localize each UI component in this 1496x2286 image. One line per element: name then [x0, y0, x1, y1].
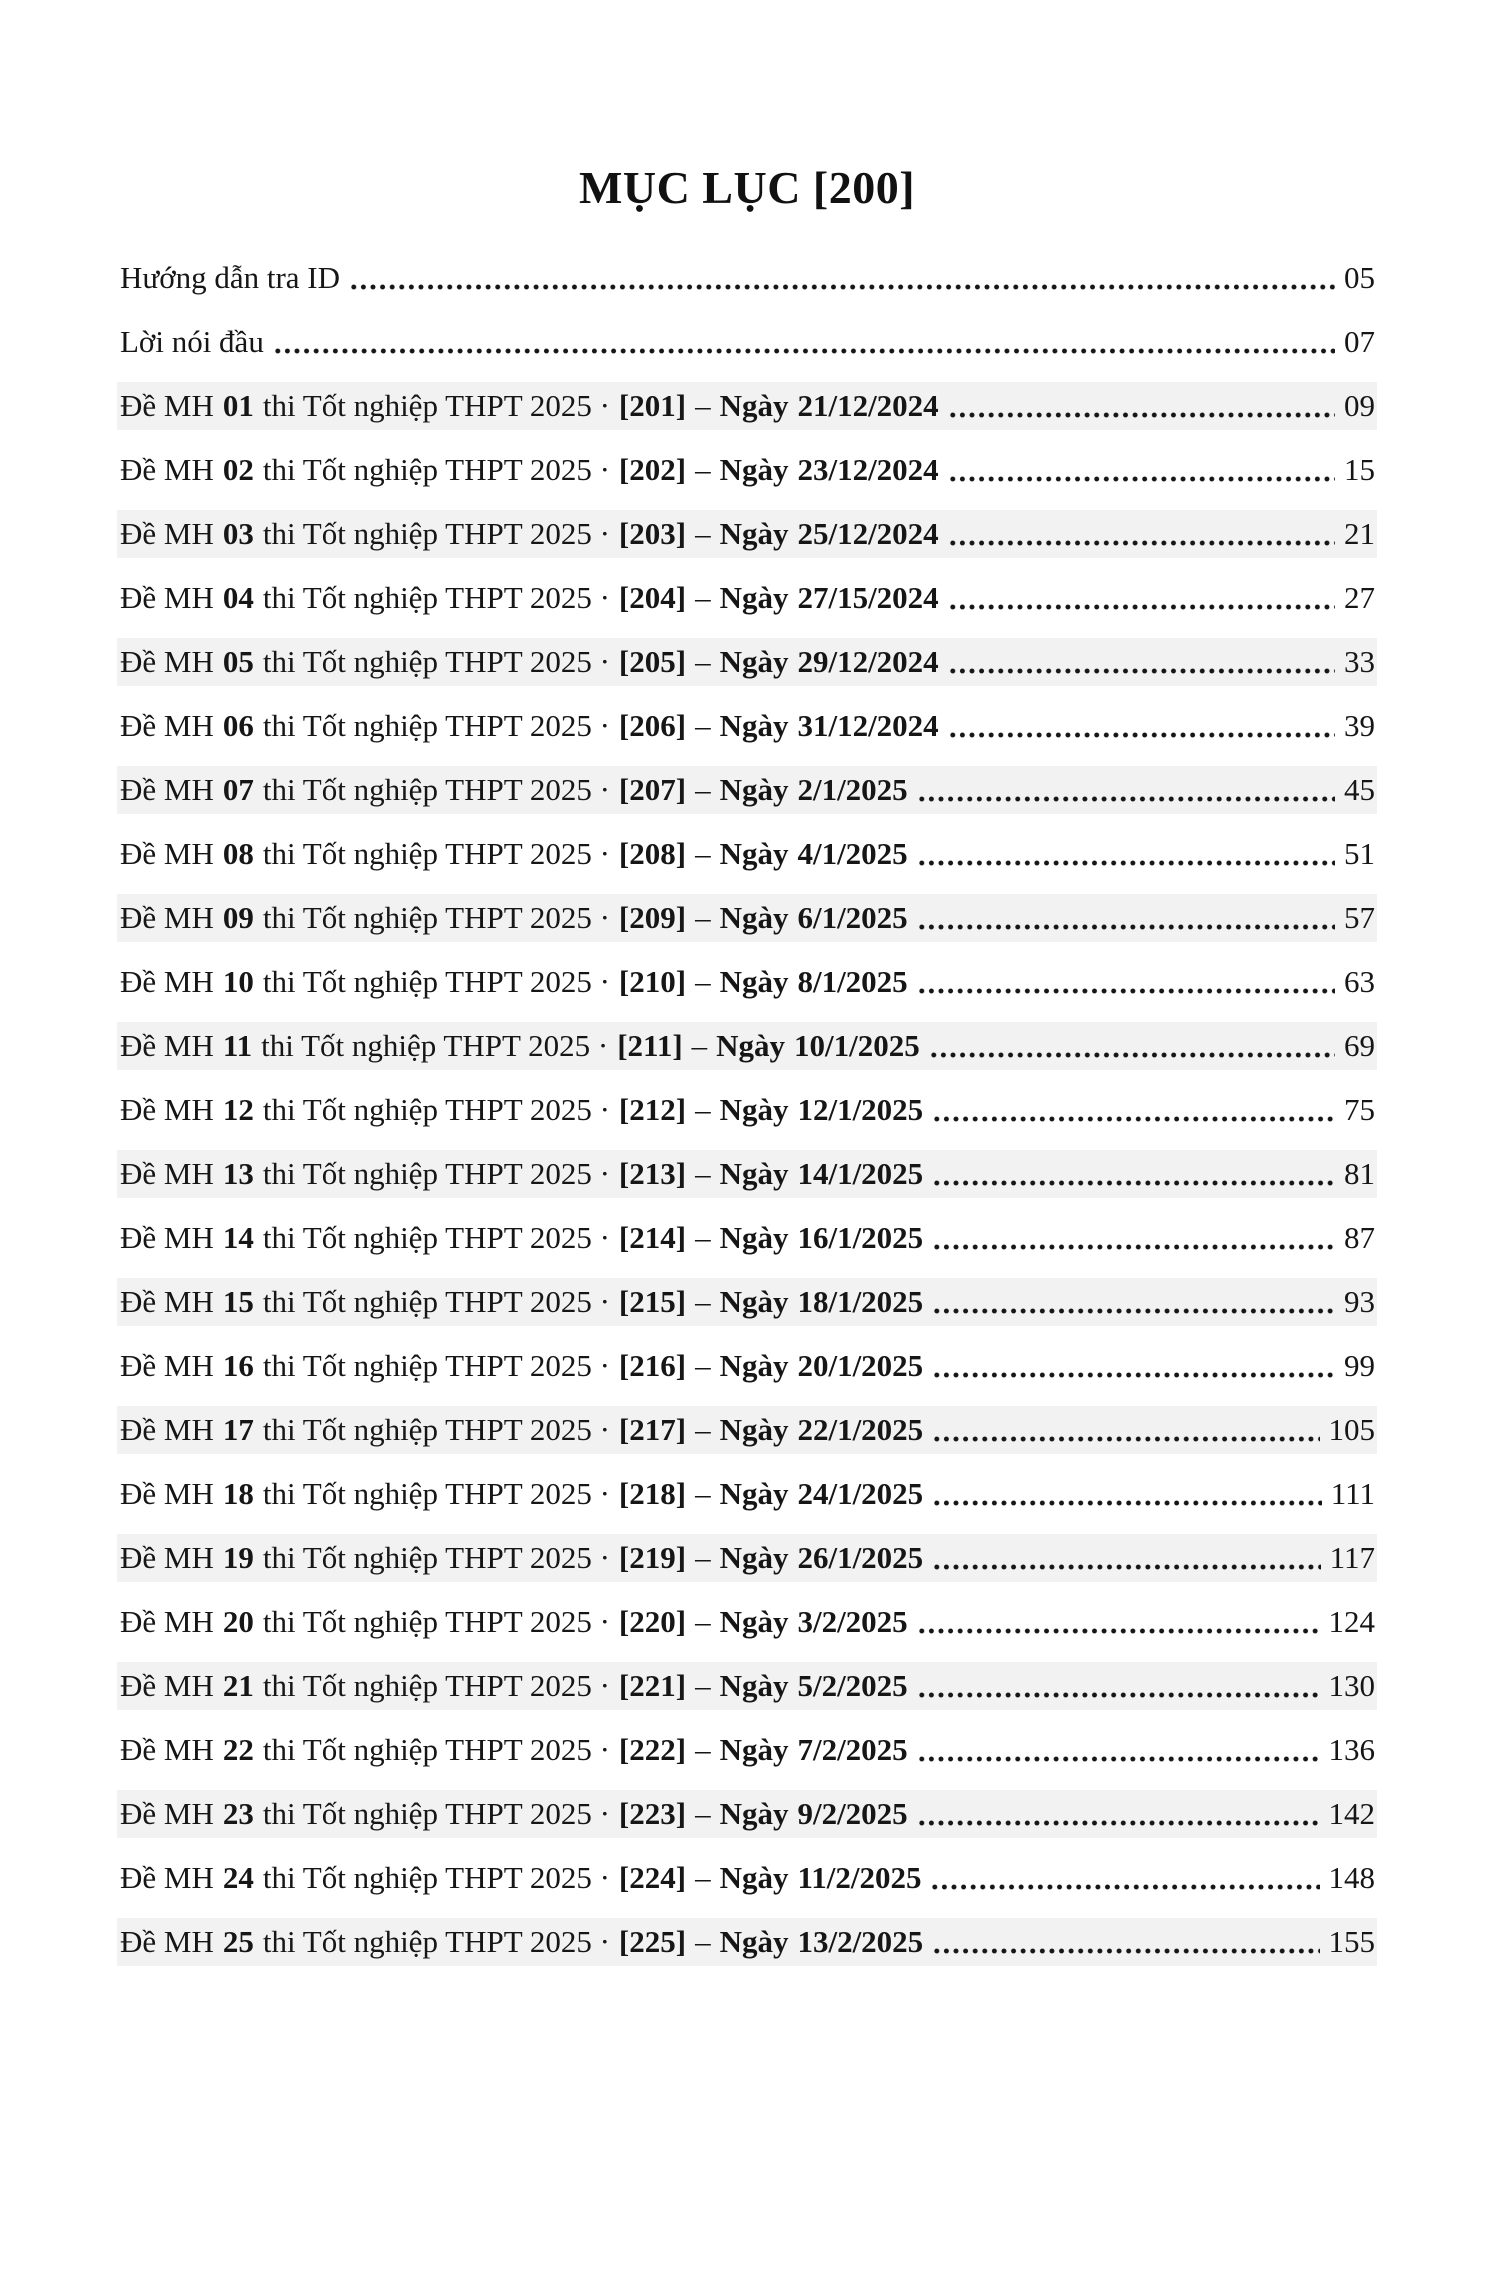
exam-number: 23: [222, 1796, 254, 1831]
exam-number: 10: [222, 964, 254, 999]
exam-code: [218]: [618, 1476, 687, 1511]
exam-date-label: Ngày: [719, 1092, 789, 1127]
toc-entry: [117, 702, 1377, 750]
exam-date-label: Ngày: [719, 644, 789, 679]
exam-date-label: Ngày: [719, 1732, 789, 1767]
exam-mid: thi Tốt nghiệp THPT 2025 ·: [262, 900, 610, 935]
exam-code: [225]: [618, 1924, 687, 1959]
dot-leader: [917, 830, 1335, 878]
toc-entry-page: 99: [1344, 1348, 1375, 1383]
exam-date-label: Ngày: [719, 772, 789, 807]
toc-entry-page: 136: [1328, 1732, 1375, 1767]
exam-number: 24: [222, 1860, 254, 1895]
exam-prefix: Đề MH: [120, 1540, 214, 1575]
toc-entry: [117, 1534, 1377, 1582]
exam-mid: thi Tốt nghiệp THPT 2025 ·: [262, 1092, 610, 1127]
exam-dash: –: [695, 580, 711, 615]
exam-code: [222]: [618, 1732, 687, 1767]
exam-number: 09: [222, 900, 254, 935]
exam-dash: –: [695, 516, 711, 551]
exam-mid: thi Tốt nghiệp THPT 2025 ·: [262, 388, 610, 423]
exam-mid: thi Tốt nghiệp THPT 2025 ·: [262, 644, 610, 679]
exam-dash: –: [695, 1860, 711, 1895]
exam-date-label: Ngày: [719, 1348, 789, 1383]
toc-entry-page: 05: [1344, 260, 1375, 295]
exam-code: [201]: [618, 388, 687, 423]
exam-number: 16: [222, 1348, 254, 1383]
exam-prefix: Đề MH: [120, 1284, 214, 1319]
toc-entry-page: 142: [1328, 1796, 1375, 1831]
dot-leader: [349, 254, 1335, 302]
exam-mid: thi Tốt nghiệp THPT 2025 ·: [262, 1348, 610, 1383]
exam-date-label: Ngày: [719, 1924, 789, 1959]
exam-date: 27/15/2024: [797, 580, 939, 615]
exam-prefix: Đề MH: [120, 708, 214, 743]
exam-dash: –: [695, 1668, 711, 1703]
exam-code: [214]: [618, 1220, 687, 1255]
toc-entry: [117, 766, 1377, 814]
exam-prefix: Đề MH: [120, 1348, 214, 1383]
exam-number: 25: [222, 1924, 254, 1959]
exam-code: [220]: [618, 1604, 687, 1639]
toc-entry-page: 81: [1344, 1156, 1375, 1191]
dot-leader: [932, 1342, 1335, 1390]
exam-date-label: Ngày: [719, 1412, 789, 1447]
exam-dash: –: [695, 1604, 711, 1639]
exam-number: 05: [222, 644, 254, 679]
toc-entry-page: 07: [1344, 324, 1375, 359]
exam-code: [223]: [618, 1796, 687, 1831]
dot-leader: [932, 1406, 1319, 1454]
exam-date: 14/1/2025: [797, 1156, 924, 1191]
exam-date: 21/12/2024: [797, 388, 939, 423]
exam-date: 20/1/2025: [797, 1348, 924, 1383]
exam-date-label: Ngày: [719, 708, 789, 743]
exam-prefix: Đề MH: [120, 1860, 214, 1895]
toc-entry-page: 155: [1328, 1924, 1375, 1959]
exam-prefix: Đề MH: [120, 644, 214, 679]
exam-dash: –: [695, 900, 711, 935]
exam-code: [202]: [618, 452, 687, 487]
exam-number: 06: [222, 708, 254, 743]
exam-mid: thi Tốt nghiệp THPT 2025 ·: [262, 1924, 610, 1959]
exam-dash: –: [695, 1220, 711, 1255]
exam-mid: thi Tốt nghiệp THPT 2025 ·: [262, 836, 610, 871]
exam-dash: –: [695, 1732, 711, 1767]
exam-mid: thi Tốt nghiệp THPT 2025 ·: [262, 708, 610, 743]
exam-mid: thi Tốt nghiệp THPT 2025 ·: [262, 1732, 610, 1767]
toc-entry: [117, 1790, 1377, 1838]
exam-prefix: Đề MH: [120, 836, 214, 871]
exam-prefix: Đề MH: [120, 1668, 214, 1703]
exam-code: [219]: [618, 1540, 687, 1575]
exam-mid: thi Tốt nghiệp THPT 2025 ·: [262, 1476, 610, 1511]
exam-date: 5/2/2025: [797, 1668, 908, 1703]
exam-prefix: Đề MH: [120, 1732, 214, 1767]
toc-entry: [117, 510, 1377, 558]
toc-entry-page: 27: [1344, 580, 1375, 615]
exam-dash: –: [695, 1796, 711, 1831]
page-title: MỤC LỤC [200]: [578, 162, 916, 213]
dot-leader: [917, 766, 1335, 814]
exam-mid: thi Tốt nghiệp THPT 2025 ·: [262, 1604, 610, 1639]
exam-dash: –: [695, 644, 711, 679]
exam-prefix: Đề MH: [120, 1476, 214, 1511]
exam-mid: thi Tốt nghiệp THPT 2025 ·: [262, 580, 610, 615]
toc-entry-label: Lời nói đầu: [120, 324, 264, 359]
exam-date-label: Ngày: [719, 452, 789, 487]
exam-mid: thi Tốt nghiệp THPT 2025 ·: [261, 1028, 609, 1063]
exam-prefix: Đề MH: [120, 964, 214, 999]
exam-mid: thi Tốt nghiệp THPT 2025 ·: [262, 516, 610, 551]
toc-entry-page: 15: [1344, 452, 1375, 487]
dot-leader: [917, 958, 1335, 1006]
exam-date-label: Ngày: [719, 1860, 789, 1895]
toc-entry-page: 09: [1344, 388, 1375, 423]
toc-entry: [117, 1214, 1377, 1262]
exam-mid: thi Tốt nghiệp THPT 2025 ·: [262, 964, 610, 999]
exam-mid: thi Tốt nghiệp THPT 2025 ·: [262, 772, 610, 807]
toc-entry-page: 105: [1328, 1412, 1375, 1447]
exam-code: [208]: [618, 836, 687, 871]
exam-date: 3/2/2025: [797, 1604, 908, 1639]
toc-entry-page: 148: [1328, 1860, 1375, 1895]
exam-date: 29/12/2024: [797, 644, 939, 679]
exam-date: 2/1/2025: [797, 772, 908, 807]
exam-date-label: Ngày: [719, 1220, 789, 1255]
exam-date-label: Ngày: [716, 1028, 786, 1063]
exam-date: 16/1/2025: [797, 1220, 924, 1255]
dot-leader: [932, 1086, 1335, 1134]
exam-date: 24/1/2025: [797, 1476, 924, 1511]
exam-date: 23/12/2024: [797, 452, 939, 487]
exam-dash: –: [691, 1028, 708, 1063]
toc-entry: [117, 1918, 1377, 1966]
toc-entry: [117, 1662, 1377, 1710]
toc-entry-page: 117: [1329, 1540, 1375, 1575]
exam-date: 8/1/2025: [797, 964, 908, 999]
toc-entry: [117, 1342, 1377, 1390]
dot-leader: [932, 1534, 1320, 1582]
exam-number: 21: [222, 1668, 254, 1703]
exam-date: 31/12/2024: [797, 708, 939, 743]
exam-prefix: Đề MH: [120, 772, 214, 807]
exam-mid: thi Tốt nghiệp THPT 2025 ·: [262, 1796, 610, 1831]
exam-dash: –: [695, 1348, 711, 1383]
exam-dash: –: [695, 452, 711, 487]
toc-entry-page: 130: [1328, 1668, 1375, 1703]
exam-code: [224]: [618, 1860, 687, 1895]
exam-prefix: Đề MH: [120, 1924, 214, 1959]
exam-number: 20: [222, 1604, 254, 1639]
exam-code: [207]: [618, 772, 687, 807]
exam-dash: –: [695, 1540, 711, 1575]
exam-number: 12: [222, 1092, 254, 1127]
exam-dash: –: [695, 1092, 711, 1127]
exam-date-label: Ngày: [719, 1476, 789, 1511]
exam-date-label: Ngày: [719, 1796, 789, 1831]
exam-number: 15: [222, 1284, 254, 1319]
dot-leader: [917, 1726, 1320, 1774]
toc-entry: [117, 1854, 1377, 1902]
dot-leader: [948, 574, 1335, 622]
exam-dash: –: [695, 836, 711, 871]
toc-entry: [117, 638, 1377, 686]
toc-entry: [117, 254, 1377, 302]
exam-date: 22/1/2025: [797, 1412, 924, 1447]
exam-number: 17: [222, 1412, 254, 1447]
exam-code: [206]: [618, 708, 687, 743]
exam-date-label: Ngày: [719, 580, 789, 615]
exam-date: 11/2/2025: [797, 1860, 922, 1895]
exam-number: 22: [222, 1732, 254, 1767]
exam-date-label: Ngày: [719, 900, 789, 935]
exam-dash: –: [695, 772, 711, 807]
exam-prefix: Đề MH: [120, 1028, 214, 1063]
dot-leader: [273, 318, 1335, 366]
toc-entry-page: 87: [1344, 1220, 1375, 1255]
toc-entry-page: 21: [1344, 516, 1375, 551]
exam-dash: –: [695, 964, 711, 999]
exam-dash: –: [695, 1412, 711, 1447]
toc-list: [117, 254, 1377, 1982]
exam-number: 01: [222, 388, 254, 423]
exam-date-label: Ngày: [719, 964, 789, 999]
exam-mid: thi Tốt nghiệp THPT 2025 ·: [262, 1540, 610, 1575]
exam-prefix: Đề MH: [120, 516, 214, 551]
exam-code: [204]: [618, 580, 687, 615]
toc-entry: [117, 958, 1377, 1006]
exam-code: [205]: [618, 644, 687, 679]
exam-prefix: Đề MH: [120, 388, 214, 423]
toc-entry-page: 63: [1344, 964, 1375, 999]
document-page: [0, 160, 1496, 2286]
toc-entry: [117, 446, 1377, 494]
exam-prefix: Đề MH: [120, 1412, 214, 1447]
exam-dash: –: [695, 388, 711, 423]
exam-number: 08: [222, 836, 254, 871]
toc-entry-page: 69: [1344, 1028, 1375, 1063]
dot-leader: [917, 1790, 1320, 1838]
exam-dash: –: [695, 1476, 711, 1511]
exam-date-label: Ngày: [719, 388, 789, 423]
exam-prefix: Đề MH: [120, 580, 214, 615]
dot-leader: [932, 1214, 1335, 1262]
exam-date: 18/1/2025: [797, 1284, 924, 1319]
exam-date-label: Ngày: [719, 516, 789, 551]
dot-leader: [932, 1150, 1335, 1198]
exam-date: 6/1/2025: [797, 900, 908, 935]
exam-dash: –: [695, 708, 711, 743]
exam-date: 12/1/2025: [797, 1092, 924, 1127]
exam-date-label: Ngày: [719, 1540, 789, 1575]
exam-date-label: Ngày: [719, 1604, 789, 1639]
exam-prefix: Đề MH: [120, 1220, 214, 1255]
exam-date: 4/1/2025: [797, 836, 908, 871]
exam-date-label: Ngày: [719, 836, 789, 871]
exam-date-label: Ngày: [719, 1668, 789, 1703]
toc-entry: [117, 318, 1377, 366]
exam-prefix: Đề MH: [120, 452, 214, 487]
exam-prefix: Đề MH: [120, 1604, 214, 1639]
toc-entry: [117, 1406, 1377, 1454]
exam-mid: thi Tốt nghiệp THPT 2025 ·: [262, 1668, 610, 1703]
toc-entry: [117, 894, 1377, 942]
exam-code: [209]: [618, 900, 687, 935]
exam-code: [213]: [618, 1156, 687, 1191]
exam-code: [217]: [618, 1412, 687, 1447]
exam-mid: thi Tốt nghiệp THPT 2025 ·: [262, 1220, 610, 1255]
toc-entry-page: 45: [1344, 772, 1375, 807]
toc-entry: [117, 1150, 1377, 1198]
toc-entry: [117, 1470, 1377, 1518]
exam-code: [212]: [618, 1092, 687, 1127]
toc-entry: [117, 1278, 1377, 1326]
exam-number: 13: [222, 1156, 254, 1191]
exam-code: [211]: [617, 1028, 683, 1063]
exam-number: 14: [222, 1220, 254, 1255]
toc-entry-page: 51: [1344, 836, 1375, 871]
exam-date-label: Ngày: [719, 1156, 789, 1191]
exam-number: 11: [222, 1028, 253, 1063]
toc-entry-page: 57: [1344, 900, 1375, 935]
dot-leader: [948, 446, 1335, 494]
exam-number: 03: [222, 516, 254, 551]
dot-leader: [948, 382, 1335, 430]
exam-mid: thi Tốt nghiệp THPT 2025 ·: [262, 1860, 610, 1895]
exam-number: 07: [222, 772, 254, 807]
dot-leader: [932, 1918, 1319, 1966]
dot-leader: [948, 702, 1335, 750]
exam-number: 02: [222, 452, 254, 487]
exam-prefix: Đề MH: [120, 1156, 214, 1191]
exam-code: [216]: [618, 1348, 687, 1383]
exam-mid: thi Tốt nghiệp THPT 2025 ·: [262, 1156, 610, 1191]
exam-number: 18: [222, 1476, 254, 1511]
exam-date: 7/2/2025: [797, 1732, 908, 1767]
dot-leader: [948, 638, 1335, 686]
exam-code: [210]: [618, 964, 687, 999]
exam-code: [203]: [618, 516, 687, 551]
toc-entry: [117, 1726, 1377, 1774]
dot-leader: [917, 1598, 1320, 1646]
exam-date: 13/2/2025: [797, 1924, 924, 1959]
exam-date: 9/2/2025: [797, 1796, 908, 1831]
toc-entry-page: 111: [1330, 1476, 1375, 1511]
toc-entry-page: 124: [1328, 1604, 1375, 1639]
toc-entry: [117, 1022, 1377, 1070]
exam-mid: thi Tốt nghiệp THPT 2025 ·: [262, 452, 610, 487]
exam-date: 26/1/2025: [797, 1540, 924, 1575]
toc-entry-page: 33: [1344, 644, 1375, 679]
dot-leader: [930, 1854, 1319, 1902]
exam-code: [215]: [618, 1284, 687, 1319]
exam-date: 10/1/2025: [794, 1028, 920, 1063]
dot-leader: [929, 1022, 1335, 1070]
toc-entry: [117, 574, 1377, 622]
toc-entry-label: Hướng dẫn tra ID: [120, 260, 340, 295]
dot-leader: [917, 1662, 1320, 1710]
exam-number: 19: [222, 1540, 254, 1575]
toc-entry-page: 93: [1344, 1284, 1375, 1319]
exam-date-label: Ngày: [719, 1284, 789, 1319]
exam-dash: –: [695, 1924, 711, 1959]
exam-mid: thi Tốt nghiệp THPT 2025 ·: [262, 1412, 610, 1447]
toc-entry-page: 39: [1344, 708, 1375, 743]
toc-entry: [117, 1086, 1377, 1134]
toc-entry: [117, 382, 1377, 430]
dot-leader: [932, 1278, 1335, 1326]
exam-dash: –: [695, 1284, 711, 1319]
exam-code: [221]: [618, 1668, 687, 1703]
toc-entry: [117, 1598, 1377, 1646]
exam-date: 25/12/2024: [797, 516, 939, 551]
exam-prefix: Đề MH: [120, 1092, 214, 1127]
exam-prefix: Đề MH: [120, 900, 214, 935]
exam-mid: thi Tốt nghiệp THPT 2025 ·: [262, 1284, 610, 1319]
toc-entry: [117, 830, 1377, 878]
exam-dash: –: [695, 1156, 711, 1191]
dot-leader: [948, 510, 1335, 558]
dot-leader: [917, 894, 1335, 942]
exam-number: 04: [222, 580, 254, 615]
toc-entry-page: 75: [1344, 1092, 1375, 1127]
exam-prefix: Đề MH: [120, 1796, 214, 1831]
dot-leader: [932, 1470, 1322, 1518]
